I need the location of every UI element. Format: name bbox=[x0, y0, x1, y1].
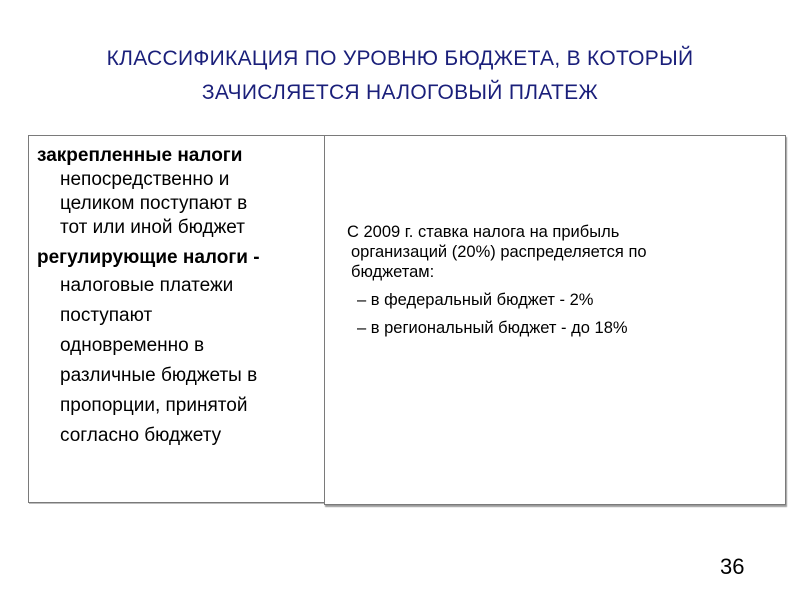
title-line-2: ЗАЧИСЛЯЕТСЯ НАЛОГОВЫЙ ПЛАТЕЖ bbox=[201, 81, 599, 104]
profit-tax-intro-line: С 2009 г. ставка налога на прибыль bbox=[347, 223, 620, 241]
regulating-taxes-desc-line: различные бюджеты в bbox=[60, 365, 258, 386]
page-number: 36 bbox=[720, 554, 745, 579]
profit-tax-intro-line: организаций (20%) распределяется по bbox=[351, 243, 647, 261]
regulating-taxes-term: регулирующие налоги - bbox=[37, 247, 260, 268]
right-panel bbox=[324, 135, 786, 505]
regulating-taxes-desc-line: согласно бюджету bbox=[60, 425, 222, 446]
fixed-taxes-desc-line: непосредственно и bbox=[60, 169, 230, 190]
regulating-taxes-block bbox=[37, 246, 317, 450]
profit-tax-intro-line: бюджетам: bbox=[351, 263, 435, 281]
regulating-taxes-desc-line: пропорции, принятой bbox=[60, 395, 248, 416]
budget-split-list bbox=[347, 290, 767, 338]
right-panel-content bbox=[347, 222, 767, 338]
fixed-taxes-term: закрепленные налоги bbox=[37, 145, 243, 166]
regulating-taxes-desc-line: одновременно в bbox=[60, 335, 205, 356]
regulating-taxes-desc-line: поступают bbox=[60, 305, 153, 326]
regional-budget-item: – в региональный бюджет - до 18% bbox=[357, 319, 628, 337]
left-panel bbox=[28, 135, 324, 503]
fixed-taxes-desc-line: целиком поступают в bbox=[60, 193, 248, 214]
federal-budget-item: – в федеральный бюджет - 2% bbox=[357, 291, 594, 309]
regulating-taxes-desc-line: налоговые платежи bbox=[60, 275, 234, 296]
title-line-1: КЛАССИФИКАЦИЯ ПО УРОВНЮ БЮДЖЕТА, В КОТОРЫЙ bbox=[106, 47, 694, 70]
slide-title bbox=[40, 42, 760, 110]
fixed-taxes-desc-line: тот или иной бюджет bbox=[60, 217, 245, 238]
left-panel-content bbox=[37, 144, 317, 450]
